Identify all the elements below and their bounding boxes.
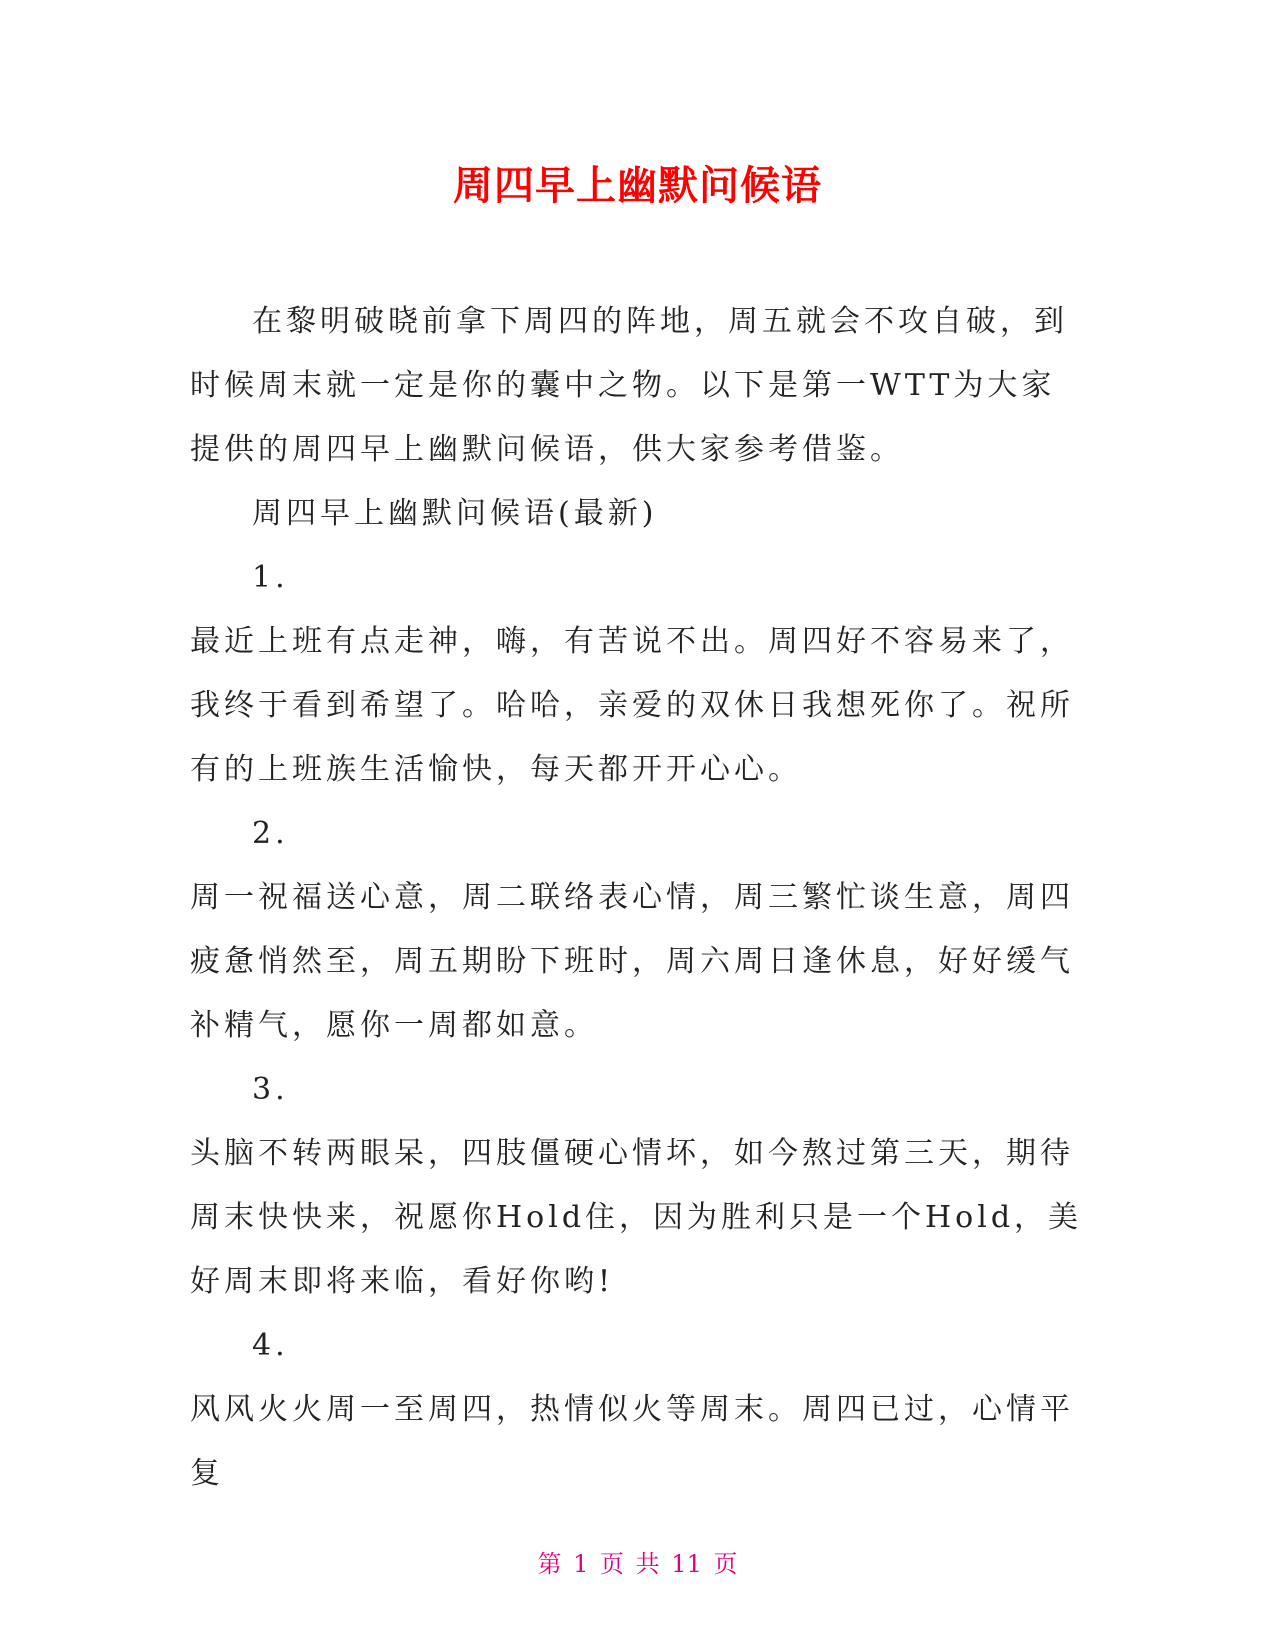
intro-paragraph: 在黎明破晓前拿下周四的阵地，周五就会不攻自破，到时候周末就一定是你的囊中之物。以下是第一WTT为大家提供的周四早上幽默问候语，供大家参考借鉴。 <box>190 304 1068 467</box>
item-text-3: 头脑不转两眼呆，四肢僵硬心情坏，如今熬过第三天，期待周末快快来，祝愿你Hold住，因为胜利只是一个Hold，美好周末即将来临，看好你哟! <box>190 1136 1083 1299</box>
item-text-1: 最近上班有点走神，嗨，有苦说不出。周四好不容易来了，我终于看到希望了。哈哈，亲爱的双休日我想死你了。祝所有的上班族生活愉快，每天都开开心心。 <box>190 624 1074 787</box>
item-text-2: 周一祝福送心意，周二联络表心情，周三繁忙谈生意，周四疲惫悄然至，周五期盼下班时，周六周日逢休息，好好缓气补精气，愿你一周都如意。 <box>190 880 1074 1043</box>
item-number-4: 4. <box>252 1328 289 1363</box>
item-text-4: 风风火火周一至周四，热情似火等周末。周四已过，心情平复 <box>190 1392 1074 1491</box>
page-footer: 第 1 页 共 11 页 <box>537 1550 738 1578</box>
document-body <box>190 290 1085 1506</box>
section-heading: 周四早上幽默问候语(最新) <box>252 496 658 531</box>
item-number-1: 1. <box>252 560 289 595</box>
document-title: 周四早上幽默问候语 <box>453 163 822 209</box>
item-number-2: 2. <box>252 816 289 851</box>
item-number-3: 3. <box>252 1072 289 1107</box>
